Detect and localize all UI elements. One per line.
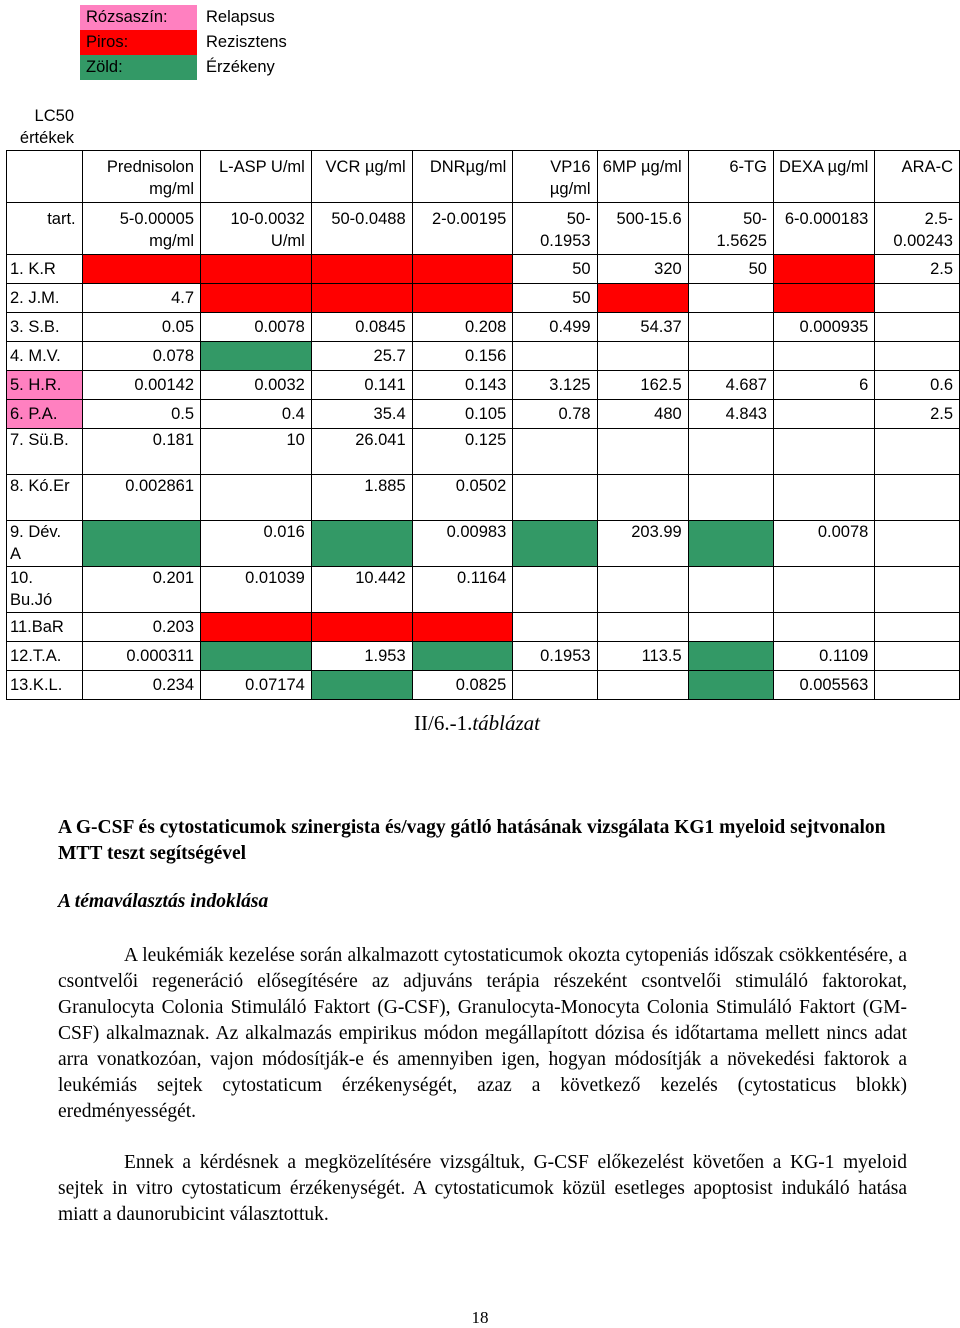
lc50-label — [6, 105, 74, 149]
table-cell — [688, 613, 773, 642]
table-cell — [875, 567, 960, 613]
row-label: 12.T.A. — [7, 642, 83, 671]
table-cell — [201, 475, 312, 521]
table-row — [7, 613, 960, 642]
range-cell: 5-0.00005 mg/ml — [82, 203, 200, 255]
table-cell — [875, 671, 960, 700]
table-cell — [688, 475, 773, 521]
table-cell — [688, 284, 773, 313]
range-cell: 2.5-0.00243 — [875, 203, 960, 255]
header-row — [7, 151, 960, 203]
table-cell: 0.078 — [82, 342, 200, 371]
caption-word: táblázat — [472, 711, 541, 735]
table-cell: 0.201 — [82, 567, 200, 613]
table-cell — [875, 475, 960, 521]
table-cell — [875, 642, 960, 671]
table-cell: 0.07174 — [201, 671, 312, 700]
table-cell: 10 — [201, 429, 312, 475]
legend-swatch-red: Piros: — [80, 30, 197, 55]
table-cell: 0.0502 — [412, 475, 513, 521]
table-cell: 0.4 — [201, 400, 312, 429]
table-cell — [875, 429, 960, 475]
table-cell — [513, 342, 597, 371]
table-cell — [513, 475, 597, 521]
page-number: 18 — [471, 1308, 489, 1327]
table-cell — [597, 671, 688, 700]
table-cell — [773, 255, 874, 284]
table-cell — [773, 400, 874, 429]
table-cell: 0.0032 — [201, 371, 312, 400]
table-cell — [597, 613, 688, 642]
table-cell: 113.5 — [597, 642, 688, 671]
table-cell: 2.5 — [875, 400, 960, 429]
table-row — [7, 642, 960, 671]
table-cell: 0.125 — [412, 429, 513, 475]
table-cell: 35.4 — [311, 400, 412, 429]
table-row — [7, 475, 960, 521]
section-title: A G-CSF és cytostaticumok szinergista és/vagy gátló hatásának vizsgálata KG1 myeloid sejtvonalon MTT teszt segítségével — [58, 817, 886, 864]
table-cell: 0.0078 — [201, 313, 312, 342]
row-label: 2. J.M. — [7, 284, 83, 313]
table-cell: 0.181 — [82, 429, 200, 475]
table-cell — [82, 255, 200, 284]
lc50-line-2: értékek — [19, 129, 74, 147]
table-cell — [311, 671, 412, 700]
table-cell — [311, 521, 412, 567]
table-cell — [82, 521, 200, 567]
table-cell: 0.5 — [82, 400, 200, 429]
table-row — [7, 342, 960, 371]
table-cell — [875, 284, 960, 313]
header-cell: DEXA µg/ml — [773, 151, 874, 203]
table-cell — [875, 613, 960, 642]
table-cell — [201, 342, 312, 371]
table-cell — [773, 567, 874, 613]
table-cell: 26.041 — [311, 429, 412, 475]
header-cell: VP16 µg/ml — [513, 151, 597, 203]
table-cell: 4.7 — [82, 284, 200, 313]
table-cell — [513, 429, 597, 475]
row-label: 10. Bu.Jó — [7, 567, 83, 613]
table-cell — [597, 284, 688, 313]
table-cell — [412, 642, 513, 671]
table-cell: 0.141 — [311, 371, 412, 400]
table-cell: 0.000311 — [82, 642, 200, 671]
table-cell: 0.203 — [82, 613, 200, 642]
legend-swatch-green: Zöld: — [80, 55, 197, 80]
table-row — [7, 671, 960, 700]
table-cell — [688, 429, 773, 475]
lc50-table — [6, 150, 960, 700]
table-cell: 203.99 — [597, 521, 688, 567]
table-cell — [513, 613, 597, 642]
header-cell: L-ASP U/ml — [201, 151, 312, 203]
table-row — [7, 313, 960, 342]
table-cell: 480 — [597, 400, 688, 429]
lc50-line-1: LC50 — [34, 107, 74, 125]
table-cell: 2.5 — [875, 255, 960, 284]
table-cell: 0.0825 — [412, 671, 513, 700]
table-cell: 10.442 — [311, 567, 412, 613]
table-cell — [597, 475, 688, 521]
legend-label: Érzékeny — [206, 58, 275, 76]
table-cell: 0.1109 — [773, 642, 874, 671]
table-cell: 0.002861 — [82, 475, 200, 521]
table-cell — [773, 342, 874, 371]
row-label: 13.K.L. — [7, 671, 83, 700]
table-cell: 1.885 — [311, 475, 412, 521]
table-cell — [311, 284, 412, 313]
table-cell — [875, 521, 960, 567]
section-subtitle: A témaválasztás indoklása — [58, 891, 269, 912]
row-label: 4. M.V. — [7, 342, 83, 371]
table-cell — [875, 313, 960, 342]
range-cell: 50-1.5625 — [688, 203, 773, 255]
table-cell — [412, 255, 513, 284]
legend-row-red — [80, 30, 287, 55]
table-cell: 0.016 — [201, 521, 312, 567]
table-cell — [773, 613, 874, 642]
range-cell: tart. — [7, 203, 83, 255]
table-cell — [773, 429, 874, 475]
row-label: 9. Dév. A — [7, 521, 83, 567]
table-cell: 0.0078 — [773, 521, 874, 567]
table-row — [7, 567, 960, 613]
table-cell — [513, 567, 597, 613]
color-legend — [80, 5, 287, 80]
table-cell: 0.105 — [412, 400, 513, 429]
row-label: 11.BaR — [7, 613, 83, 642]
range-cell: 50-0.0488 — [311, 203, 412, 255]
table-cell — [688, 567, 773, 613]
table-cell: 1.953 — [311, 642, 412, 671]
range-row — [7, 203, 960, 255]
paragraph-1: A leukémiák kezelése során alkalmazott cytostaticumok okozta cytopeniás időszak csökkentésére, a csontvelői regeneráció elősegítésére az adjuváns terápia részeként csontvelői stimuláló faktorokat, Granulocyta Colonia Stimuláló Faktort (G-CSF), Granulocyta-Monocyta Colonia Stimuláló Faktort (GM-CSF) alkalmaznak. Az alkalmazás empirikus módon megállapított dózisa és időtartama mellett nincs adat arra vonatkozóan, vajon módosítják-e és amennyiben igen, hogyan módosítják a növekedési faktorok a leukémiás sejtek cytostaticum érzékenységét, azaz a következő kezelés (cytostaticus blokk) eredményességét. — [58, 945, 907, 1122]
legend-label: Rezisztens — [206, 33, 287, 51]
table-cell: 0.00983 — [412, 521, 513, 567]
legend-label: Relapsus — [206, 8, 275, 26]
table-cell: 0.000935 — [773, 313, 874, 342]
table-cell: 0.1953 — [513, 642, 597, 671]
table-cell — [201, 642, 312, 671]
legend-row-green — [80, 55, 287, 80]
header-cell: 6MP µg/ml — [597, 151, 688, 203]
table-cell — [688, 521, 773, 567]
table-row — [7, 371, 960, 400]
table-cell: 0.05 — [82, 313, 200, 342]
table-cell — [773, 475, 874, 521]
row-label: 3. S.B. — [7, 313, 83, 342]
table-cell: 0.499 — [513, 313, 597, 342]
table-cell: 6 — [773, 371, 874, 400]
table-row — [7, 521, 960, 567]
row-label: 5. H.R. — [7, 371, 83, 400]
table-cell: 50 — [513, 255, 597, 284]
table-cell — [688, 642, 773, 671]
table-cell: 0.005563 — [773, 671, 874, 700]
table-caption — [414, 711, 540, 736]
table-cell: 0.234 — [82, 671, 200, 700]
table-cell: 0.01039 — [201, 567, 312, 613]
table-cell — [597, 342, 688, 371]
table-cell: 50 — [513, 284, 597, 313]
row-label: 6. P.A. — [7, 400, 83, 429]
table-cell — [688, 313, 773, 342]
table-cell: 50 — [688, 255, 773, 284]
table-cell — [311, 255, 412, 284]
range-cell: 50-0.1953 — [513, 203, 597, 255]
table-cell: 3.125 — [513, 371, 597, 400]
table-cell — [688, 671, 773, 700]
header-cell: ARA-C — [875, 151, 960, 203]
table-row — [7, 255, 960, 284]
table-cell: 0.78 — [513, 400, 597, 429]
table-cell — [875, 342, 960, 371]
table-cell: 25.7 — [311, 342, 412, 371]
header-cell: VCR µg/ml — [311, 151, 412, 203]
table-cell: 0.0845 — [311, 313, 412, 342]
legend-row-pink — [80, 5, 287, 30]
table-cell — [412, 284, 513, 313]
table-cell: 0.6 — [875, 371, 960, 400]
range-cell: 500-15.6 — [597, 203, 688, 255]
row-label: 7. Sü.B. — [7, 429, 83, 475]
table-cell — [773, 284, 874, 313]
range-cell: 2-0.00195 — [412, 203, 513, 255]
table-cell — [201, 284, 312, 313]
table-cell — [311, 613, 412, 642]
caption-number: II/6.-1. — [414, 711, 473, 735]
table-cell: 0.00142 — [82, 371, 200, 400]
table-cell: 0.1164 — [412, 567, 513, 613]
header-cell: 6-TG — [688, 151, 773, 203]
table-cell — [688, 342, 773, 371]
paragraph-2: Ennek a kérdésnek a megközelítésére vizsgáltuk, G-CSF előkezelést követően a KG-1 myeloid sejtek in vitro cytostaticum érzékenységét. A cytostaticumok közül esetleges apoptosist indukáló hatása miatt a daunorubicint választottuk. — [58, 1152, 907, 1225]
table-cell — [513, 671, 597, 700]
legend-swatch-pink: Rózsaszín: — [80, 5, 197, 30]
table-cell — [597, 567, 688, 613]
table-row — [7, 284, 960, 313]
table-cell: 320 — [597, 255, 688, 284]
table-cell: 4.843 — [688, 400, 773, 429]
table-cell: 0.143 — [412, 371, 513, 400]
table-cell: 0.156 — [412, 342, 513, 371]
table-cell: 54.37 — [597, 313, 688, 342]
table-cell — [201, 613, 312, 642]
table-cell — [597, 429, 688, 475]
table-row — [7, 400, 960, 429]
table-cell — [513, 521, 597, 567]
range-cell: 10-0.0032 U/ml — [201, 203, 312, 255]
table-cell — [201, 255, 312, 284]
table-row — [7, 429, 960, 475]
table-cell: 0.208 — [412, 313, 513, 342]
header-cell: Prednisolon mg/ml — [82, 151, 200, 203]
table-cell: 162.5 — [597, 371, 688, 400]
header-cell: DNRµg/ml — [412, 151, 513, 203]
row-label: 1. K.R — [7, 255, 83, 284]
row-label: 8. Kó.Er — [7, 475, 83, 521]
table-cell — [412, 613, 513, 642]
range-cell: 6-0.000183 — [773, 203, 874, 255]
header-cell — [7, 151, 83, 203]
table-cell: 4.687 — [688, 371, 773, 400]
